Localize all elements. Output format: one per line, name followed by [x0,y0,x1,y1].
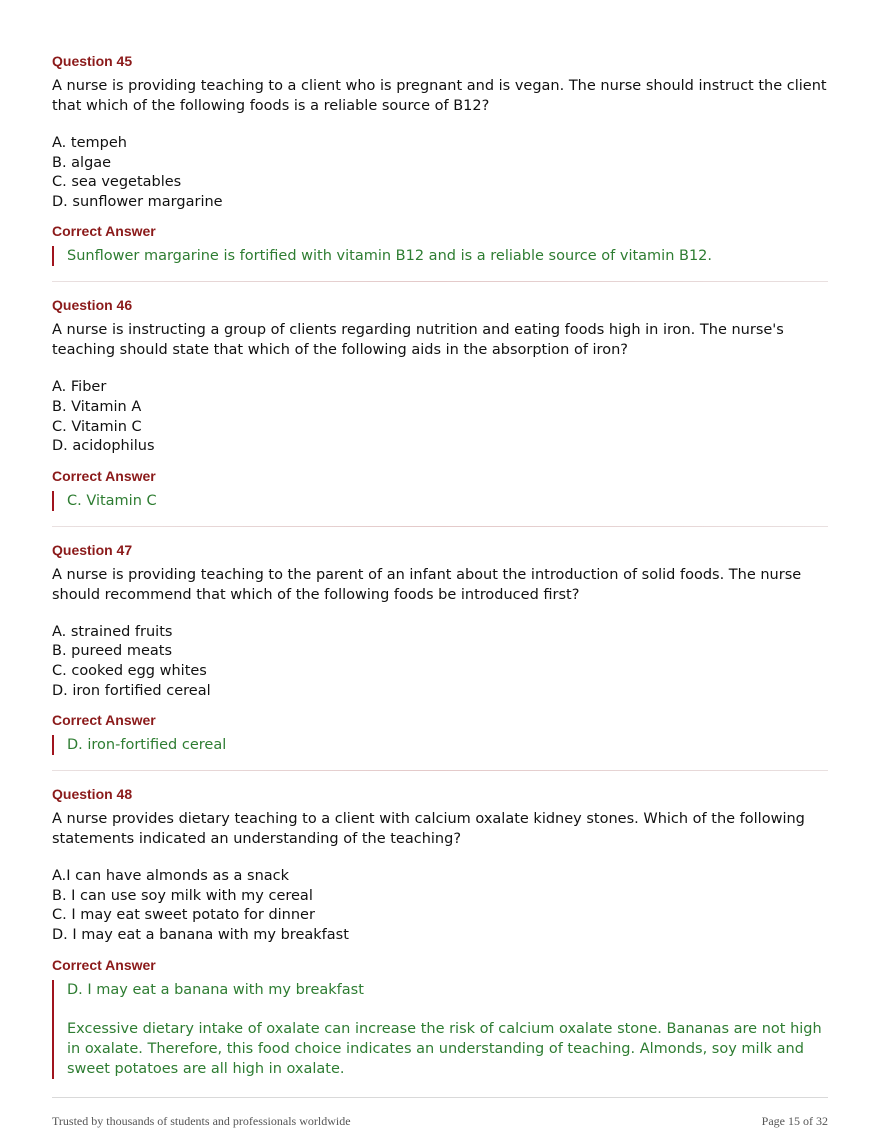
question-title: Question 48 [52,786,133,803]
footer-tagline: Trusted by thousands of students and professionals worldwide [52,1114,351,1128]
correct-answer-label: Correct Answer [52,467,156,484]
divider [52,526,828,527]
options-list [52,867,828,945]
correct-answer-block [52,246,828,266]
option-a: A. strained fruits [52,623,173,640]
option-a: A.I can have almonds as a snack [52,868,290,885]
correct-answer-label: Correct Answer [52,712,156,729]
option-d: D. I may eat a banana with my breakfast [52,926,349,943]
option-c: C. cooked egg whites [52,662,207,679]
question-list [52,52,828,1079]
correct-answer-block [52,491,828,511]
option-d: D. iron fortified cereal [52,682,211,699]
question-48 [52,785,828,1078]
question-title: Question 46 [52,297,133,314]
option-c: C. Vitamin C [52,418,142,435]
options-list [52,134,828,212]
page-footer [52,1097,828,1129]
question-text: A nurse is instructing a group of clients regarding nutrition and eating foods high in iron. The nurse's teaching should state that which of the following aids in the absorption of iron? [52,322,784,359]
answer-text: C. Vitamin C [67,492,157,509]
answer-text: D. I may eat a banana with my breakfast [67,981,364,998]
question-47 [52,541,828,755]
options-list [52,378,828,456]
option-c: C. I may eat sweet potato for dinner [52,907,315,924]
question-title: Question 45 [52,53,133,69]
correct-answer-block [52,735,828,755]
answer-explanation: Excessive dietary intake of oxalate can increase the risk of calcium oxalate stone. Bananas are not high in oxalate. Therefore, this food choice indicates an understanding of teaching. Almonds, soy milk and sweet potatoes are all high in oxalate. [67,1020,822,1077]
options-list [52,623,828,701]
question-text: A nurse provides dietary teaching to a client with calcium oxalate kidney stones. Which of the following statements indicated an understanding of the teaching? [52,811,805,848]
answer-text: D. iron-fortified cereal [67,737,227,754]
question-46 [52,296,828,510]
option-d: D. sunflower margarine [52,193,223,210]
option-b: B. Vitamin A [52,398,142,415]
option-b: B. pureed meats [52,643,173,660]
correct-answer-label: Correct Answer [52,223,156,240]
answer-text: Sunflower margarine is fortified with vitamin B12 and is a reliable source of vitamin B12. [67,248,713,265]
question-45 [52,52,828,266]
page-number: Page 15 of 32 [761,1114,828,1128]
correct-answer-block [52,980,828,1079]
question-title: Question 47 [52,541,133,558]
divider [52,770,828,771]
correct-answer-label: Correct Answer [52,956,156,973]
option-a: A. tempeh [52,135,127,151]
divider [52,281,828,282]
option-d: D. acidophilus [52,438,155,455]
question-text: A nurse is providing teaching to a client who is pregnant and is vegan. The nurse should instruct the client that which of the following foods is a reliable source of B12? [52,78,827,114]
option-c: C. sea vegetables [52,174,182,191]
question-text: A nurse is providing teaching to the parent of an infant about the introduction of solid foods. The nurse should recommend that which of the following foods be introduced first? [52,566,802,603]
option-b: B. I can use soy milk with my cereal [52,887,313,904]
option-a: A. Fiber [52,379,107,396]
option-b: B. algae [52,154,112,171]
